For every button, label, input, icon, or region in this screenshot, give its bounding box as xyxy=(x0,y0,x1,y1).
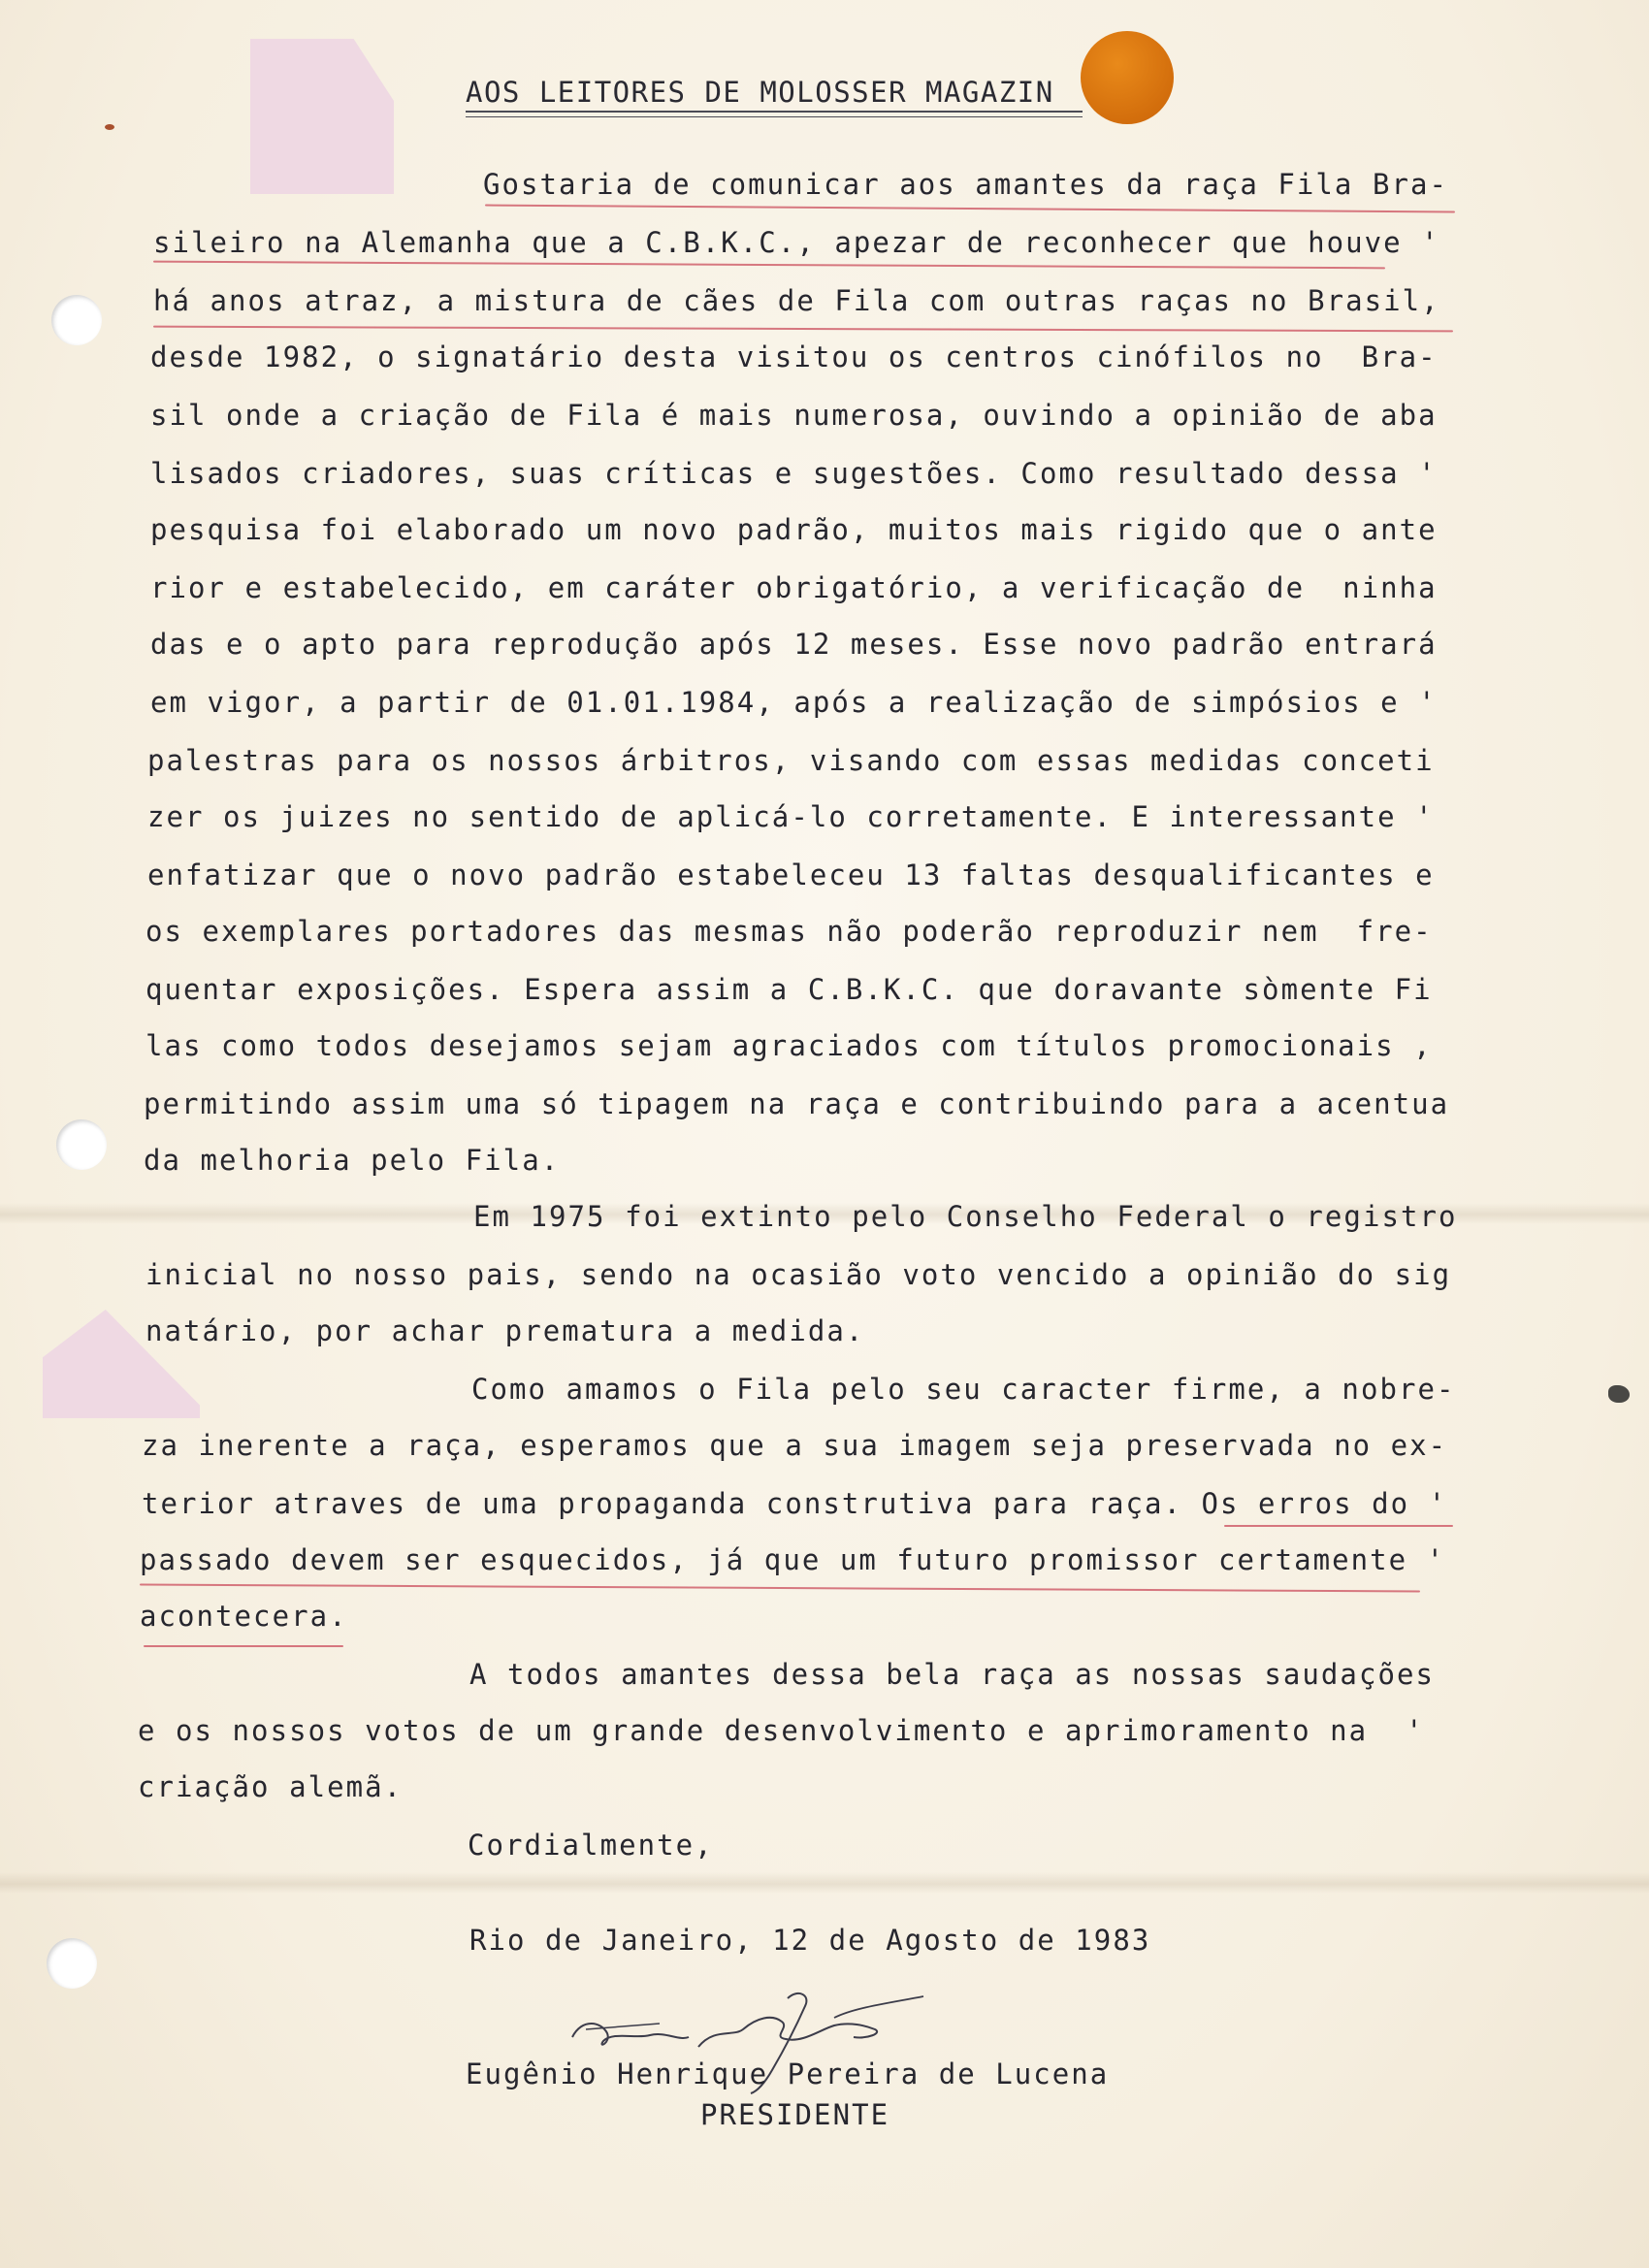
body-line-15: quentar exposições. Espera assim a C.B.K.C. que doravante sòmente Fi xyxy=(146,973,1433,1006)
body-line-4: desde 1982, o signatário desta visitou os centros cinófilos no Bra- xyxy=(150,340,1438,373)
body-line-13: enfatizar que o novo padrão estabeleceu 13 faltas desqualificantes e xyxy=(147,859,1435,891)
body-line-2: sileiro na Alemanha que a C.B.K.C., apezar de reconhecer que houve ' xyxy=(153,226,1440,259)
body-line-19: Em 1975 foi extinto pelo Conselho Federal o registro xyxy=(473,1200,1458,1233)
body-line-24: terior atraves de uma propaganda construtiva para raça. Os erros do ' xyxy=(142,1487,1448,1520)
orange-sticker xyxy=(1081,31,1174,124)
body-line-21: natário, por achar prematura a medida. xyxy=(146,1314,865,1347)
body-line-5: sil onde a criação de Fila é mais numerosa, ouvindo a opinião de aba xyxy=(150,399,1438,432)
body-line-3: há anos atraz, a mistura de cães de Fila com outras raças no Brasil, xyxy=(153,284,1440,317)
red-underline-2 xyxy=(153,261,1385,270)
place-date: Rio de Janeiro, 12 de Agosto de 1983 xyxy=(469,1924,1151,1957)
body-line-28: e os nossos votos de um grande desenvolvimento e aprimoramento na ' xyxy=(138,1714,1425,1747)
body-line-25: passado devem ser esquecidos, já que um futuro promissor certamente ' xyxy=(140,1543,1446,1576)
body-line-10: em vigor, a partir de 01.01.1984, após a realização de simpósios e ' xyxy=(150,686,1438,719)
body-line-27: A todos amantes dessa bela raça as nossas saudações xyxy=(469,1658,1435,1691)
body-line-17: permitindo assim uma só tipagem na raça e contribuindo para a acentua xyxy=(144,1087,1450,1120)
body-line-12: zer os juizes no sentido de aplicá-lo corretamente. E interessante ' xyxy=(147,800,1435,833)
closing: Cordialmente, xyxy=(468,1829,714,1862)
ink-blot xyxy=(1608,1385,1630,1403)
red-underline-5 xyxy=(140,1584,1420,1593)
red-underline-3 xyxy=(153,326,1453,333)
signatory-role: PRESIDENTE xyxy=(700,2098,890,2131)
body-line-14: os exemplares portadores das mesmas não poderão reproduzir nem fre- xyxy=(146,915,1433,948)
red-underline-4 xyxy=(1224,1525,1453,1527)
body-line-29: criação alemã. xyxy=(138,1770,404,1803)
letter-title: AOS LEITORES DE MOLOSSER MAGAZIN xyxy=(466,76,1054,109)
body-line-11: palestras para os nossos árbitros, visando com essas medidas conceti xyxy=(147,744,1435,777)
signatory-name: Eugênio Henrique Pereira de Lucena xyxy=(466,2057,1110,2090)
title-underline-secondary xyxy=(466,116,1083,117)
ink-speck xyxy=(105,124,114,130)
body-line-1: Gostaria de comunicar aos amantes da raça Fila Bra- xyxy=(483,168,1448,201)
body-line-18: da melhoria pelo Fila. xyxy=(144,1144,561,1177)
pink-tab-top xyxy=(250,39,394,194)
punch-hole-top xyxy=(51,295,102,345)
body-line-23: za inerente a raça, esperamos que a sua imagem seja preservada no ex- xyxy=(142,1429,1448,1462)
body-line-9: das e o apto para reprodução após 12 meses. Esse novo padrão entrará xyxy=(150,628,1438,661)
body-line-8: rior e estabelecido, em caráter obrigatório, a verificação de ninha xyxy=(150,571,1438,604)
body-line-22: Como amamos o Fila pelo seu caracter firme, a nobre- xyxy=(471,1373,1456,1406)
red-underline-1 xyxy=(485,205,1455,213)
body-line-16: las como todos desejamos sejam agraciados com títulos promocionais , xyxy=(146,1029,1433,1062)
body-line-7: pesquisa foi elaborado um novo padrão, muitos mais rigido que o ante xyxy=(150,513,1438,546)
body-line-20: inicial no nosso pais, sendo na ocasião voto vencido a opinião do sig xyxy=(146,1258,1452,1291)
red-underline-6 xyxy=(144,1645,343,1647)
body-line-6: lisados criadores, suas críticas e sugestões. Como resultado dessa ' xyxy=(150,457,1438,490)
body-line-26: acontecera. xyxy=(140,1600,348,1633)
punch-hole-bottom xyxy=(47,1938,97,1989)
title-underline xyxy=(466,111,1083,113)
punch-hole-middle xyxy=(56,1119,107,1170)
